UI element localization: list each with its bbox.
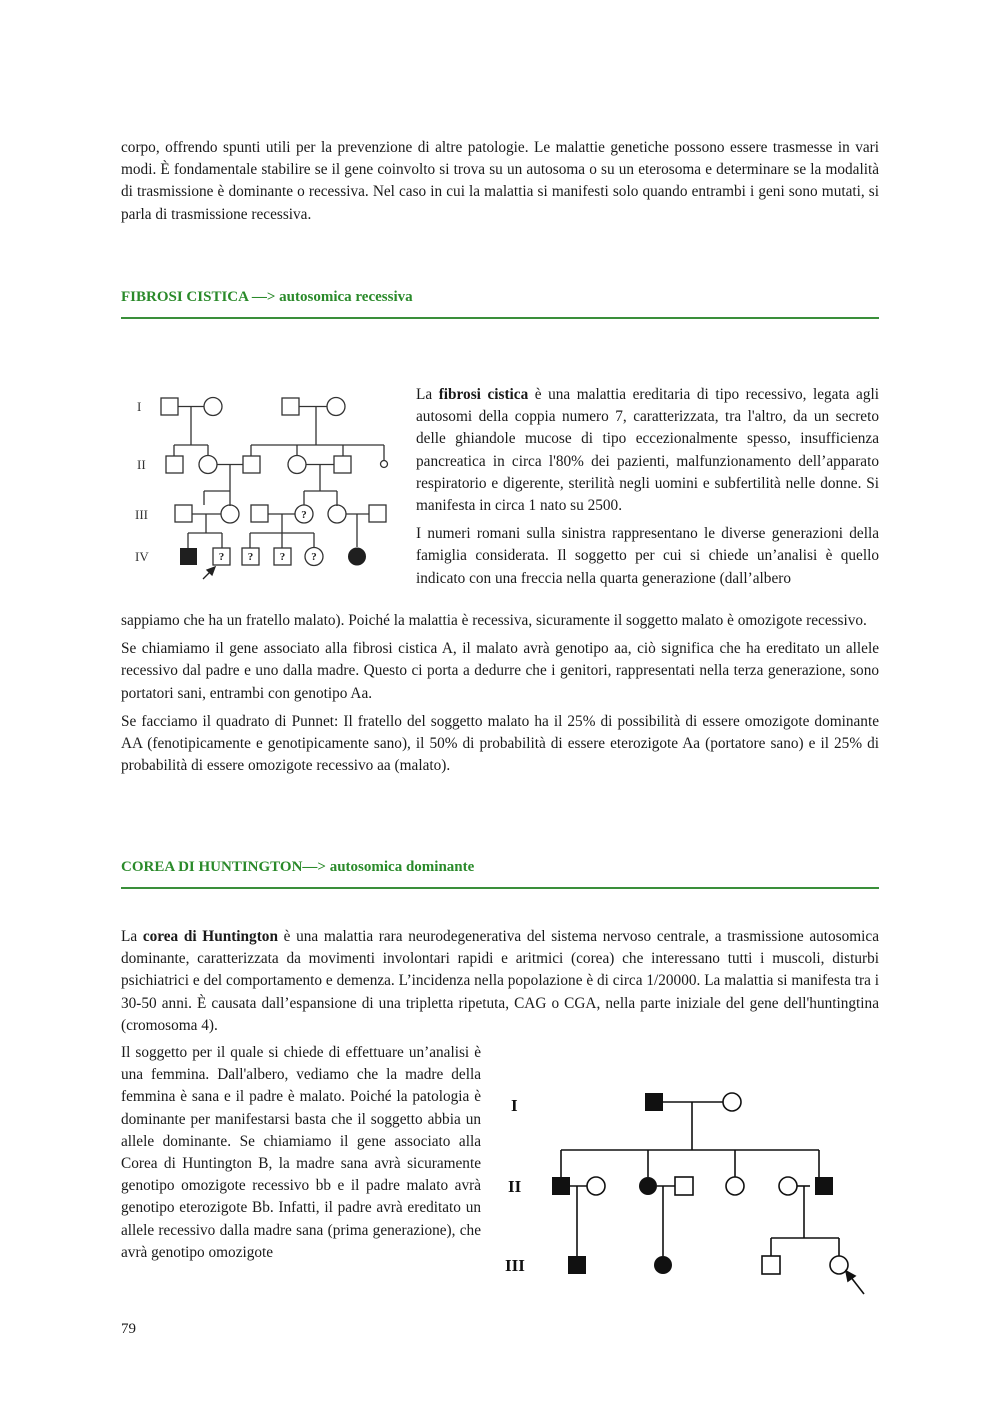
affected-male-ii: [815, 1177, 833, 1195]
unknown-mark: ?: [218, 551, 225, 563]
affected-male-iii: [568, 1256, 586, 1274]
affected-male-i: [645, 1093, 663, 1111]
gen-label-iii: III: [135, 507, 148, 522]
unknown-mark: ?: [301, 509, 307, 521]
page-number: 79: [121, 1321, 136, 1337]
fibrosi-paragraph-3: Se chiamiamo il gene associato alla fibrosi cistica A, il malato avrà genotipo aa, ciò significa che ha ereditato un allele recessivo dal padre e uno dalla madre. Questo ci porta a dedurre che i genitori, rappresentati nella terza generazione, sono portatori sani, entrambi con genotipo Aa.: [121, 640, 879, 702]
affected-female-iv: [348, 548, 366, 566]
affected-female-iii: [654, 1256, 672, 1274]
huntington-paragraph-1: [121, 926, 879, 1037]
fibrosi-full-width: [121, 610, 879, 777]
gen-label-iv: IV: [135, 549, 149, 564]
huntington-left-column: [121, 1042, 481, 1264]
intro-paragraph: corpo, offrendo spunti utili per la prevenzione di altre patologie. Le malattie genetiche possono essere trasmesse in vari modi. È fondamentale stabilire se il gene coinvolto si trova su un autosoma o su un eterosoma e determinare se la modalità di trasmissione è dominante o recessiva. Nel caso in cui la malattia si manifesti solo quando entrambi i geni sono mutati, si parla di trasmissione recessiva.: [121, 139, 879, 223]
unknown-mark: ?: [279, 551, 286, 563]
intro-section: [121, 137, 879, 226]
text-rest: è una malattia ereditaria di tipo recessivo, legata agli autosomi della coppia numero 7, caratterizzata, tra l'altro, da un secreto delle ghiandole mucose di tipo eccezionalmente spesso, insufficienza pancreatica in circa l'80% dei pazienti, malfunzionamento dell’apparato respiratorio e digerente, sterilità negli uomini e subfertilità nelle donne. Si manifesta in circa 1 nato su 2500.: [416, 386, 879, 515]
huntington-paragraph-2: Il soggetto per il quale si chiede di effettuare un’analisi è una femmina. Dall'albero, vediamo che la madre della femmina è sana e il padre è malato. Poiché la patologia è dominante per manifestarsi basta che il soggetto abbia un allele dominante. Se chiamiamo il gene associato alla Corea di Huntington B, la madre sana avrà sicuramente genotipo omozigote recessivo bb e il padre malato avrà genotipo eterozigote Bb. Infatti, il padre avrà ereditato un allele recessivo dalla madre sana (prima generazione), che avrà genotipo omozigote: [121, 1044, 481, 1261]
text-lead: La: [121, 928, 143, 945]
fibrosi-right-column: [416, 384, 879, 590]
affected-male-iv: [180, 548, 197, 565]
fibrosi-paragraph-4: Se facciamo il quadrato di Punnet: Il fratello del soggetto malato ha il 25% di possibilità di essere omozigote dominante AA (fenotipicamente e genotipicamente sano), il 50% di probabilità di essere eterozigote Aa (portatore sano) e il 25% di probabilità di essere omozigote recessivo aa (malato).: [121, 712, 879, 775]
arrow-icon: [203, 567, 215, 579]
affected-female-ii: [639, 1177, 657, 1195]
term-bold: fibrosi cistica: [438, 386, 529, 403]
fibrosi-pedigree: [124, 383, 404, 593]
gen-label-ii: II: [137, 457, 146, 472]
gen-label-iii: III: [505, 1256, 525, 1275]
text-rest: è una malattia rara neurodegenerativa del sistema nervoso centrale, a trasmissione autosomica dominante, caratterizzata da movimenti involontari rapidi e aritmici (corea) che interessano tutti i muscoli, disturbi psichiatrici e del comportamento e demenza. L’incidenza nella popolazione è di circa 1/20000. La malattia si manifesta tra i 30-50 anni. È causata dall’espansione di una tripletta ripetuta, CAG o CGA, nella parte iniziale del gene dell'huntingtina (cromosoma 4).: [121, 928, 880, 1034]
fibrosi-paragraph-2-start: I numeri romani sulla sinistra rappresentano le diverse generazioni della famiglia considerata. Il soggetto per cui si chiede un’analisi è quello indicato con una freccia nella quarta generazione (dall’albero: [416, 525, 879, 587]
unknown-mark: ?: [311, 551, 317, 563]
term-bold: corea di Huntington: [142, 928, 278, 945]
huntington-pedigree: [495, 1080, 880, 1305]
arrow-icon: [846, 1271, 864, 1294]
unknown-mark: ?: [247, 551, 254, 563]
huntington-intro: [121, 926, 879, 1037]
fibrosi-paragraph-1: [416, 384, 879, 517]
text-lead: La: [416, 386, 439, 403]
huntington-heading: COREA DI HUNTINGTON—> autosomica dominante: [121, 859, 879, 889]
gen-label-ii: II: [508, 1177, 522, 1196]
affected-male-ii: [552, 1177, 570, 1195]
gen-label-i: I: [137, 399, 142, 414]
gen-label-i: I: [511, 1096, 518, 1115]
fibrosi-heading: FIBROSI CISTICA —> autosomica recessiva: [121, 289, 879, 319]
fibrosi-paragraph-2-end: sappiamo che ha un fratello malato). Poiché la malattia è recessiva, sicuramente il soggetto malato è omozigote recessivo.: [121, 612, 867, 629]
